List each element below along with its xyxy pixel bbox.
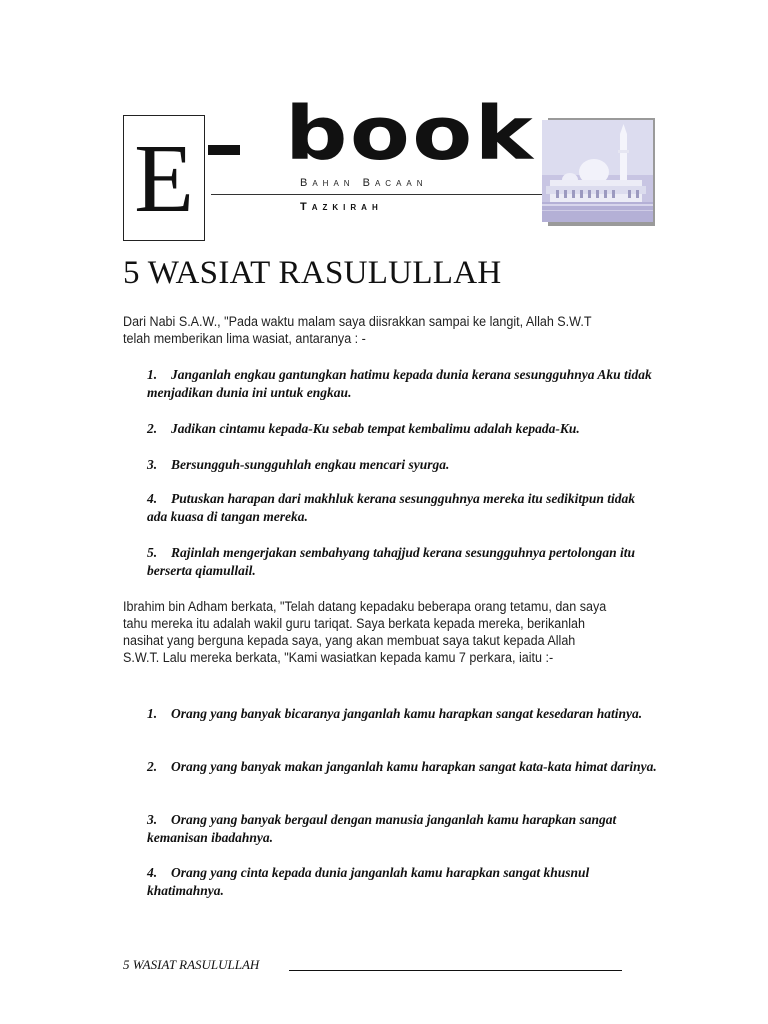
ebook-header: [123, 91, 653, 245]
list-item: 2. Orang yang banyak makan janganlah kamu harapkan sangat kata-kata himat darinya.: [147, 759, 657, 774]
list-item: 4. Putuskan harapan dari makhluk kerana sesungguhnya mereka itu sedikitpun tidak ada kuasa di tangan mereka.: [147, 491, 635, 524]
list-item: 2. Jadikan cintamu kepada-Ku sebab tempat kembalimu adalah kepada-Ku.: [147, 421, 580, 436]
list-item: 3. Bersungguh-sungguhlah engkau mencari syurga.: [147, 457, 450, 472]
intro-paragraph: Dari Nabi S.A.W., "Pada waktu malam saya diisrakkan sampai ke langit, Allah S.W.T telah memberikan lima wasiat, antaranya : -: [123, 314, 592, 346]
ibrahim-paragraph: Ibrahim bin Adham berkata, "Telah datang kepadaku beberapa orang tetamu, dan saya tahu mereka itu adalah wakil guru tariqat. Saya berkata kepada mereka, berikanlah nasihat yang berguna kepada saya, yang akan membuat saya takut kepada Allah S.W.T. Lalu mereka berkata, "Kami wasiatkan kepada kamu 7 perkara, iaitu :-: [123, 599, 607, 665]
page-title: 5 WASIAT RASULULLAH: [123, 255, 502, 291]
dash-mark: [208, 145, 240, 155]
list-item: 1. Janganlah engkau gantungkan hatimu kepada dunia kerana sesungguhnya Aku tidak menjadikan dunia ini untuk engkau.: [147, 367, 652, 400]
list-item: 4. Orang yang cinta kepada dunia janganlah kamu harapkan sangat khusnul khatimahnya.: [147, 865, 590, 898]
e-letter-box: E: [123, 115, 205, 241]
header-category: Tazkirah: [300, 201, 383, 213]
footer-rule: [289, 970, 622, 971]
header-rule: [211, 194, 543, 195]
mosque-image: [542, 120, 653, 222]
header-subtitle: Bahan Bacaan: [300, 177, 428, 189]
list-item: 3. Orang yang banyak bergaul dengan manusia janganlah kamu harapkan sangat kemanisan ibadahnya.: [147, 812, 617, 845]
list-item: 5. Rajinlah mengerjakan sembahyang tahajjud kerana sesungguhnya pertolongan itu berserta qiamullail.: [147, 545, 635, 578]
list-item: 1. Orang yang banyak bicaranya janganlah kamu harapkan sangat kesedaran hatinya.: [147, 706, 643, 721]
ebook-brand: book: [285, 91, 536, 177]
page-footer: 5 WASIAT RASULULLAH: [123, 957, 260, 972]
